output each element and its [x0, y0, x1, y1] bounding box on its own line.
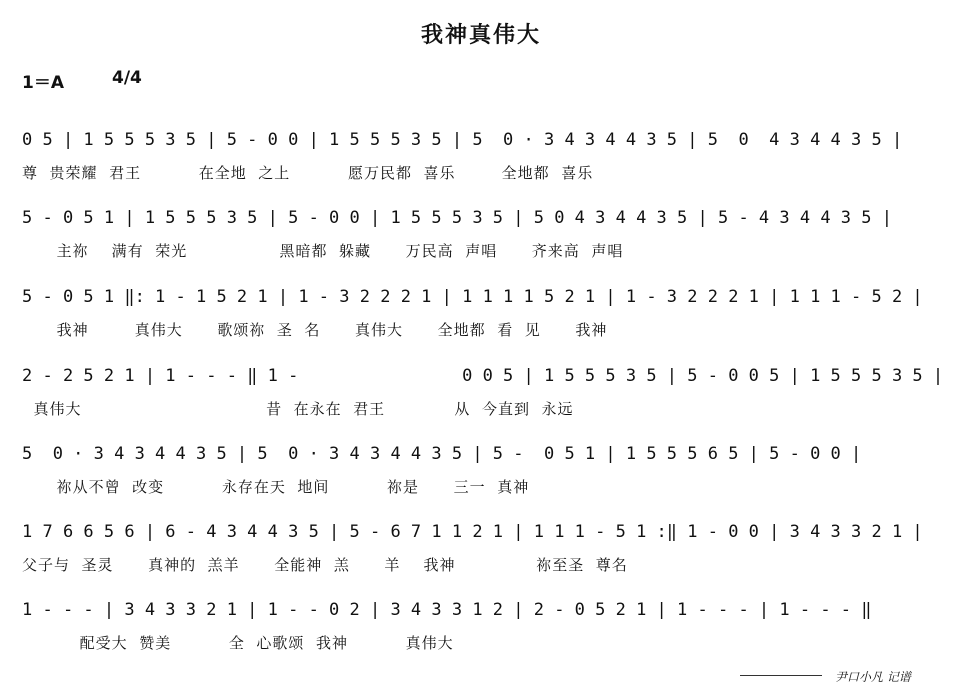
notes-line-6: 1 7 6 6 5 6 | 6 - 4 3 4 4 3 5 | 5 - 6 7 1 1 2 1 | 1 1 1 - 5 1 :‖ 1 - 0 0 | 3 4 3 3 2 1 | — [22, 522, 923, 542]
notes-line-2: 5 - 0 5 1 | 1 5 5 5 3 5 | 5 - 0 0 | 1 5 5 5 3 5 | 5 0 4 3 4 4 3 5 | 5 - 4 3 4 4 3 5 | — [22, 208, 892, 228]
notes-line-7: 1 - - - | 3 4 3 3 2 1 | 1 - - 0 2 | 3 4 3 3 1 2 | 2 - 0 5 2 1 | 1 - - - | 1 - - - ‖ — [22, 600, 872, 620]
lyrics-line-3: 我神 真伟大 歌颂祢 圣 名 真伟大 全地都 看 见 我神 — [22, 321, 608, 339]
notes-line-5: 5 0 · 3 4 3 4 4 3 5 | 5 0 · 3 4 3 4 4 3 5 | 5 - 0 5 1 | 1 5 5 5 6 5 | 5 - 0 0 | — [22, 444, 862, 464]
key-signature: 1＝A — [22, 73, 64, 93]
notes-line-1: 0 5 | 1 5 5 5 3 5 | 5 - 0 0 | 1 5 5 5 3 5 | 5 0 · 3 4 3 4 4 3 5 | 5 0 4 3 4 4 3 5 | — [22, 130, 903, 150]
lyrics-line-2: 主祢 满有 荣光 黑暗都 躲藏 万民高 声唱 齐来高 声唱 — [22, 242, 624, 260]
transcriber-credit: 尹口小凡 记谱 — [835, 670, 911, 684]
score-title: 我神真伟大 — [420, 23, 541, 48]
lyrics-line-7: 配受大 赞美 全 心歌颂 我神 真伟大 — [22, 634, 454, 652]
lyrics-line-1: 尊 贵荣耀 君王 在全地 之上 愿万民都 喜乐 全地都 喜乐 — [22, 164, 594, 182]
time-signature: 4/4 — [112, 68, 142, 88]
lyrics-line-6: 父子与 圣灵 真神的 羔羊 全能神 羔 羊 我神 祢至圣 尊名 — [22, 556, 628, 574]
credit-divider — [740, 675, 822, 676]
lyrics-line-4: 真伟大 昔 在永在 君王 从 今直到 永远 — [22, 400, 574, 418]
notes-line-4: 2 - 2 5 2 1 | 1 - - - ‖ 1 - 0 0 5 | 1 5 5 5 3 5 | 5 - 0 0 5 | 1 5 5 5 3 5 | — [22, 366, 944, 386]
notes-line-3: 5 - 0 5 1 ‖: 1 - 1 5 2 1 | 1 - 3 2 2 2 1 | 1 1 1 1 5 2 1 | 1 - 3 2 2 2 1 | 1 1 1 - 5 2 | — [22, 287, 923, 307]
lyrics-line-5: 祢从不曾 改变 永存在天 地间 祢是 三一 真神 — [22, 478, 530, 496]
